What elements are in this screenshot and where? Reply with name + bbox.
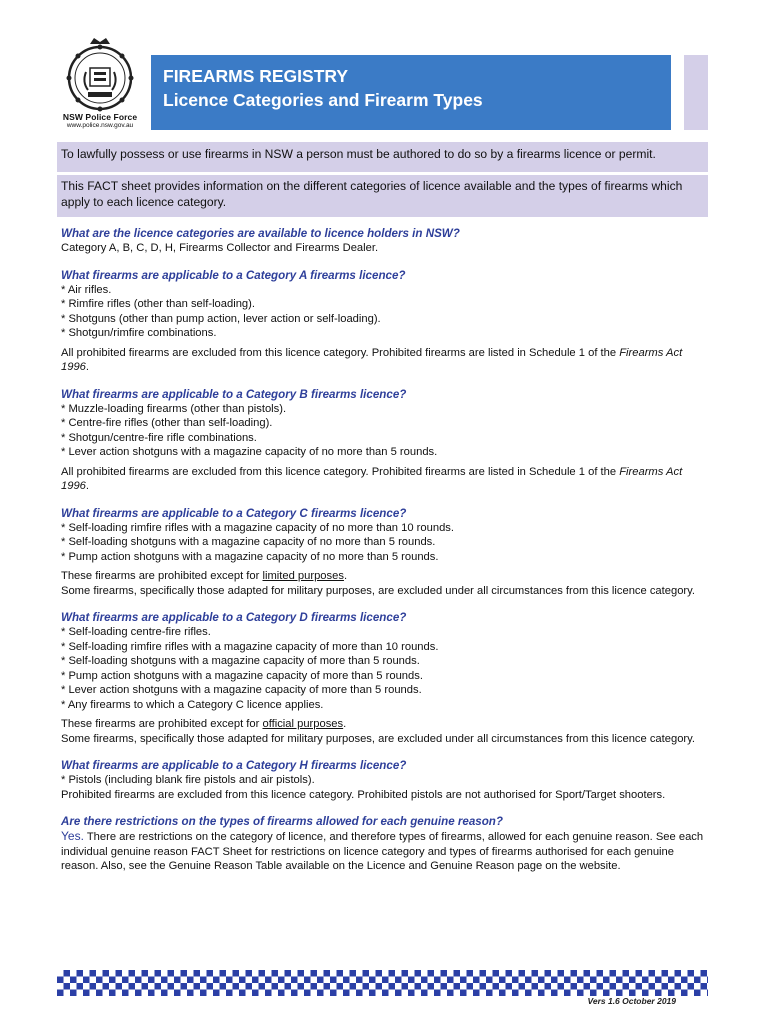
category-d-list xyxy=(61,625,707,712)
list-item: * Self-loading shotguns with a magazine capacity of no more than 5 rounds. xyxy=(61,536,436,548)
category-c-military: Some firearms, specifically those adapted for military purposes, are excluded under all circumstances from this licence category. xyxy=(61,584,696,597)
list-item: * Shotgun/rimfire combinations. xyxy=(61,327,217,339)
question-category-d: What firearms are applicable to a Category D firearms licence? xyxy=(61,611,407,624)
police-crest-icon xyxy=(64,38,136,112)
list-item: * Muzzle-loading firearms (other than pistols). xyxy=(61,402,287,415)
list-item: * Pump action shotguns with a magazine capacity of more than 5 rounds. xyxy=(61,669,423,682)
side-accent-bar xyxy=(684,55,708,130)
question-category-b: What firearms are applicable to a Category B firearms licence? xyxy=(61,387,407,401)
restrictions-text: There are restrictions on the category of licence, and therefore types of firearms, allowed for each genuine reason. See each individual genuine reason FACT Sheet for restrictions on licence category and types of firearms authorised for each genuine reason. Also, see the Genuine Reason Table available on the Licence and Genuine Reason page on the website. xyxy=(61,831,704,872)
intro-paragraph-2: This FACT sheet provides information on the different categories of licence available and the types of firearms which apply to each licence category. xyxy=(57,175,708,217)
list-item: * Self-loading shotguns with a magazine capacity of more than 5 rounds. xyxy=(61,655,420,667)
category-b-note: All prohibited firearms are excluded from this licence category. Prohibited firearms are listed in Schedule 1 of the Firearms Act 1996. xyxy=(61,465,683,492)
section-category-c xyxy=(61,506,707,599)
title-banner xyxy=(151,55,671,130)
category-a-note: All prohibited firearms are excluded from this licence category. Prohibited firearms are listed in Schedule 1 of the Firearms Act 1996. xyxy=(61,346,683,373)
section-categories xyxy=(61,226,707,256)
list-item: * Self-loading rimfire rifles with a magazine capacity of no more than 10 rounds. xyxy=(61,521,454,534)
list-item: * Self-loading rimfire rifles with a magazine capacity of more than 10 rounds. xyxy=(61,640,439,653)
category-a-list xyxy=(61,283,707,341)
question-restrictions: Are there restrictions on the types of firearms allowed for each genuine reason? xyxy=(61,815,503,828)
category-b-list xyxy=(61,402,707,460)
category-d-prohibited: These firearms are prohibited except for official purposes. xyxy=(61,718,347,730)
list-item: * Any firearms to which a Category C licence applies. xyxy=(61,698,324,711)
note-text: All prohibited firearms are excluded from this licence category. Prohibited firearms are listed in Schedule 1 of the xyxy=(61,346,617,359)
section-category-d xyxy=(61,610,707,746)
org-website: www.police.nsw.gov.au xyxy=(66,122,134,129)
prohibited-text: These firearms are prohibited except for xyxy=(61,570,260,582)
list-item: * Lever action shotguns with a magazine capacity of more than 5 rounds. xyxy=(61,684,422,696)
checkered-band xyxy=(57,970,708,996)
intro-paragraph-1: To lawfully possess or use firearms in NSW a person must be authored to do so by a firearms licence or permit. xyxy=(57,142,708,172)
section-category-a xyxy=(61,268,707,375)
act-name: Firearms Act 1996 xyxy=(61,346,683,373)
act-name: Firearms Act 1996 xyxy=(61,465,683,492)
answer-categories: Category A, B, C, D, H, Firearms Collector and Firearms Dealer. xyxy=(61,242,379,254)
category-h-note: Prohibited firearms are excluded from this licence category. Prohibited pistols are not authorised for Sport/Target shooters. xyxy=(61,788,666,801)
category-d-military: Some firearms, specifically those adapted for military purposes, are excluded under all circumstances from this licence category. xyxy=(61,732,696,745)
list-item: * Pistols (including blank fire pistols and air pistols). xyxy=(61,774,315,786)
category-h-list xyxy=(61,773,707,788)
official-purposes-link[interactable]: official purposes xyxy=(262,718,344,730)
section-restrictions xyxy=(61,814,707,874)
section-category-h xyxy=(61,758,707,802)
list-item: * Self-loading centre-fire rifles. xyxy=(61,626,211,638)
question-category-c: What firearms are applicable to a Category C firearms licence? xyxy=(61,506,407,520)
question-category-h: What firearms are applicable to a Category H firearms licence? xyxy=(61,759,407,772)
list-item: * Shotguns (other than pump action, lever action or self-loading). xyxy=(61,312,381,325)
version-footer: Vers 1.6 October 2019 xyxy=(587,996,676,1006)
list-item: * Pump action shotguns with a magazine capacity of no more than 5 rounds. xyxy=(61,550,439,563)
list-item: * Centre-fire rifles (other than self-loading). xyxy=(61,417,273,429)
page-subtitle: Licence Categories and Firearm Types xyxy=(163,90,483,110)
category-c-list xyxy=(61,521,707,565)
yes-label: Yes. xyxy=(61,829,84,843)
question-category-a: What firearms are applicable to a Category A firearms licence? xyxy=(61,268,406,282)
restrictions-answer xyxy=(61,829,707,874)
section-category-b xyxy=(61,387,707,494)
category-c-prohibited: These firearms are prohibited except for limited purposes. xyxy=(61,570,348,582)
note-text: All prohibited firearms are excluded from this licence category. Prohibited firearms are listed in Schedule 1 of the xyxy=(61,465,617,478)
list-item: * Air rifles. xyxy=(61,283,112,296)
list-item: * Rimfire rifles (other than self-loading). xyxy=(61,298,255,310)
prohibited-text: These firearms are prohibited except for xyxy=(61,718,260,730)
question-categories: What are the licence categories are available to licence holders in NSW? xyxy=(61,227,460,240)
list-item: * Shotgun/centre-fire rifle combinations. xyxy=(61,431,257,444)
page-title: FIREARMS REGISTRY xyxy=(163,66,349,86)
main-content xyxy=(61,226,707,886)
limited-purposes-link[interactable]: limited purposes xyxy=(262,570,344,582)
nsw-police-logo xyxy=(52,38,148,134)
org-name: NSW Police Force xyxy=(62,112,138,122)
list-item: * Lever action shotguns with a magazine capacity of no more than 5 rounds. xyxy=(61,446,438,458)
